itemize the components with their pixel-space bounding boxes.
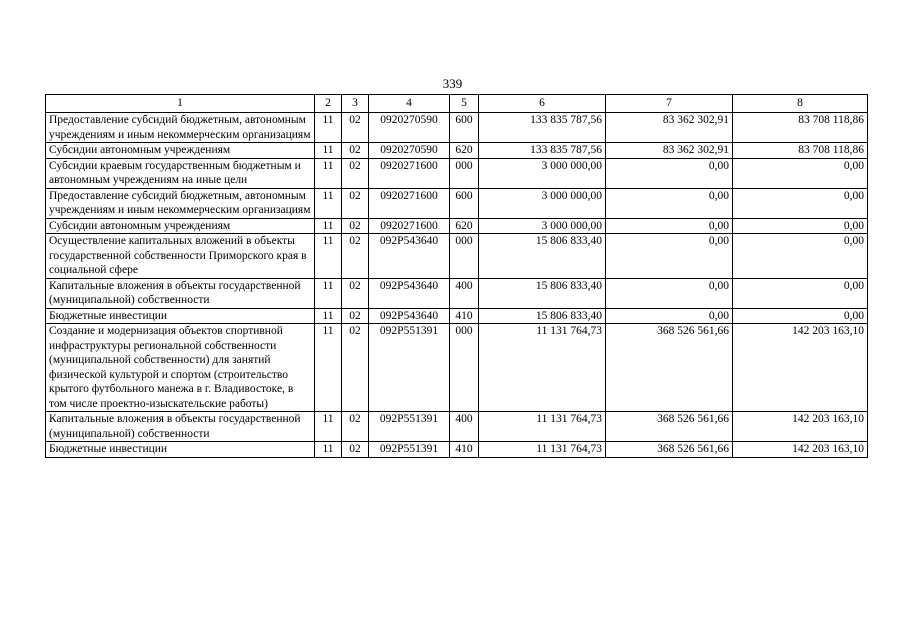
row-name: Капитальные вложения в объекты государственной (муниципальной) собственности (46, 278, 315, 308)
row-subsection: 02 (342, 308, 369, 324)
row-amount-6: 15 806 833,40 (479, 308, 606, 324)
row-amount-7: 0,00 (606, 158, 733, 188)
row-amount-8: 0,00 (733, 234, 868, 279)
row-target-code: 0920270590 (369, 113, 450, 143)
row-expense-type: 000 (450, 158, 479, 188)
row-name: Субсидии автономным учреждениям (46, 218, 315, 234)
row-target-code: 092P551391 (369, 412, 450, 442)
row-subsection: 02 (342, 158, 369, 188)
row-amount-8: 83 708 118,86 (733, 143, 868, 159)
row-target-code: 092P551391 (369, 442, 450, 458)
row-amount-8: 142 203 163,10 (733, 442, 868, 458)
row-name: Капитальные вложения в объекты государственной (муниципальной) собственности (46, 412, 315, 442)
table-row (46, 442, 868, 458)
row-amount-6: 11 131 764,73 (479, 324, 606, 412)
table-row (46, 278, 868, 308)
row-target-code: 0920270590 (369, 143, 450, 159)
row-expense-type: 620 (450, 218, 479, 234)
row-amount-7: 83 362 302,91 (606, 113, 733, 143)
row-amount-7: 0,00 (606, 234, 733, 279)
row-name: Осуществление капитальных вложений в объекты государственной собственности Приморского края в социальной сфере (46, 234, 315, 279)
row-amount-6: 3 000 000,00 (479, 158, 606, 188)
row-amount-6: 15 806 833,40 (479, 278, 606, 308)
row-amount-7: 0,00 (606, 188, 733, 218)
column-header: 5 (450, 95, 479, 113)
row-amount-6: 3 000 000,00 (479, 218, 606, 234)
column-header: 4 (369, 95, 450, 113)
row-amount-7: 0,00 (606, 308, 733, 324)
column-header: 3 (342, 95, 369, 113)
row-subsection: 02 (342, 234, 369, 279)
row-expense-type: 000 (450, 234, 479, 279)
row-subsection: 02 (342, 188, 369, 218)
row-amount-7: 368 526 561,66 (606, 324, 733, 412)
row-name: Субсидии краевым государственным бюджетным и автономным учреждениям на иные цели (46, 158, 315, 188)
row-amount-6: 11 131 764,73 (479, 442, 606, 458)
table-row (46, 308, 868, 324)
row-expense-type: 400 (450, 412, 479, 442)
row-amount-7: 83 362 302,91 (606, 143, 733, 159)
row-amount-7: 0,00 (606, 278, 733, 308)
row-amount-8: 0,00 (733, 188, 868, 218)
row-section: 11 (315, 113, 342, 143)
row-amount-8: 0,00 (733, 218, 868, 234)
row-subsection: 02 (342, 442, 369, 458)
table-row (46, 158, 868, 188)
row-amount-8: 0,00 (733, 278, 868, 308)
row-expense-type: 620 (450, 143, 479, 159)
row-subsection: 02 (342, 324, 369, 412)
row-name: Создание и модернизация объектов спортивной инфраструктуры региональной собственности (муниципальной собственности) для занятий физической культурой и спортом (строительство крытого футбольного манежа в г. Владивостоке, в том числе проектно-изыскательские работы) (46, 324, 315, 412)
column-header: 2 (315, 95, 342, 113)
row-section: 11 (315, 278, 342, 308)
row-section: 11 (315, 188, 342, 218)
row-amount-6: 133 835 787,56 (479, 143, 606, 159)
table-row (46, 218, 868, 234)
row-amount-6: 15 806 833,40 (479, 234, 606, 279)
row-target-code: 0920271600 (369, 188, 450, 218)
row-subsection: 02 (342, 412, 369, 442)
column-header: 7 (606, 95, 733, 113)
row-name: Субсидии автономным учреждениям (46, 143, 315, 159)
row-subsection: 02 (342, 278, 369, 308)
table-row (46, 143, 868, 159)
row-section: 11 (315, 308, 342, 324)
row-section: 11 (315, 234, 342, 279)
row-amount-8: 142 203 163,10 (733, 412, 868, 442)
row-section: 11 (315, 218, 342, 234)
page-number: 339 (442, 76, 463, 91)
table-row (46, 113, 868, 143)
table-header-row (46, 95, 868, 113)
row-target-code: 092P551391 (369, 324, 450, 412)
row-section: 11 (315, 324, 342, 412)
row-amount-6: 3 000 000,00 (479, 188, 606, 218)
row-target-code: 092P543640 (369, 234, 450, 279)
row-amount-7: 0,00 (606, 218, 733, 234)
row-subsection: 02 (342, 143, 369, 159)
table-row (46, 324, 868, 412)
row-section: 11 (315, 442, 342, 458)
row-amount-8: 142 203 163,10 (733, 324, 868, 412)
column-header: 1 (46, 95, 315, 113)
row-expense-type: 000 (450, 324, 479, 412)
row-amount-7: 368 526 561,66 (606, 442, 733, 458)
row-name: Предоставление субсидий бюджетным, автономным учреждениям и иным некоммерческим организациям (46, 113, 315, 143)
row-subsection: 02 (342, 218, 369, 234)
table-row (46, 188, 868, 218)
table-row (46, 412, 868, 442)
row-expense-type: 410 (450, 308, 479, 324)
row-expense-type: 600 (450, 113, 479, 143)
row-section: 11 (315, 158, 342, 188)
row-expense-type: 600 (450, 188, 479, 218)
row-section: 11 (315, 412, 342, 442)
budget-table (45, 94, 868, 458)
row-expense-type: 400 (450, 278, 479, 308)
row-target-code: 0920271600 (369, 158, 450, 188)
row-name: Бюджетные инвестиции (46, 308, 315, 324)
row-expense-type: 410 (450, 442, 479, 458)
row-name: Предоставление субсидий бюджетным, автономным учреждениям и иным некоммерческим организациям (46, 188, 315, 218)
row-amount-8: 83 708 118,86 (733, 113, 868, 143)
row-section: 11 (315, 143, 342, 159)
column-header: 8 (733, 95, 868, 113)
column-header: 6 (479, 95, 606, 113)
row-subsection: 02 (342, 113, 369, 143)
row-amount-7: 368 526 561,66 (606, 412, 733, 442)
row-amount-8: 0,00 (733, 158, 868, 188)
row-name: Бюджетные инвестиции (46, 442, 315, 458)
row-amount-6: 133 835 787,56 (479, 113, 606, 143)
row-amount-6: 11 131 764,73 (479, 412, 606, 442)
row-amount-8: 0,00 (733, 308, 868, 324)
row-target-code: 092P543640 (369, 278, 450, 308)
table-row (46, 234, 868, 279)
row-target-code: 0920271600 (369, 218, 450, 234)
row-target-code: 092P543640 (369, 308, 450, 324)
